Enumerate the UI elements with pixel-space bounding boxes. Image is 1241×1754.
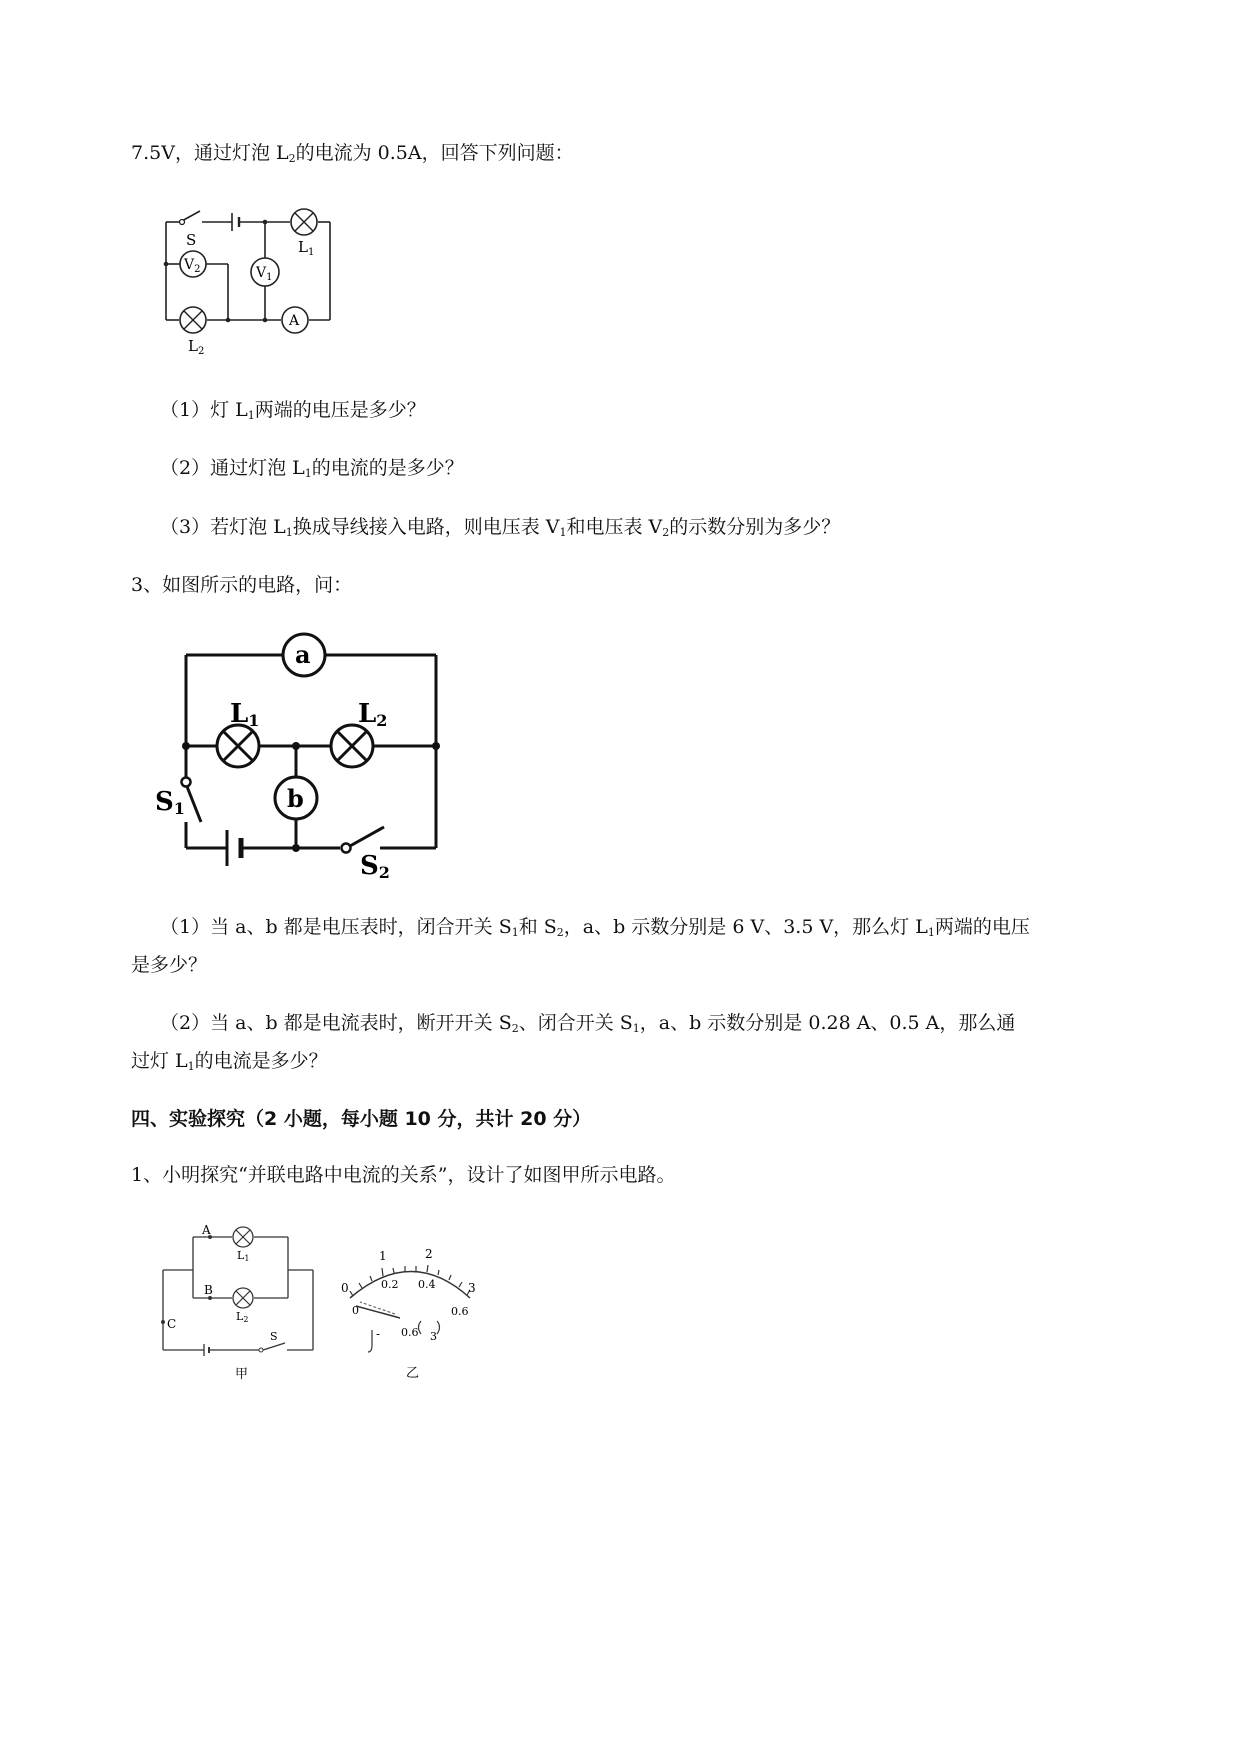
q3-part-2-line-1: （2）当 a、b 都是电流表时，断开开关 $S_2$、闭合开关 $S_1$，a、b 示数分别是 0.28 A、0.5 A，那么通: [160, 1012, 1016, 1035]
c2-s2-label: S2: [360, 851, 390, 882]
jia-point-c-label: C: [167, 1317, 177, 1331]
circuit-diagram-2: [150, 625, 450, 885]
section-4-heading: 四、实验探究（2 小题，每小题 10 分，共计 20 分）: [131, 1108, 592, 1130]
jia-l2-label: L2: [236, 1310, 249, 1324]
c2-meter-b-label: b: [287, 784, 304, 813]
c2-s1-label: S1: [155, 787, 185, 818]
jia-l1-label: L1: [237, 1249, 250, 1263]
circuit-diagram-1: [150, 200, 350, 360]
experiment-1-text: 1、小明探究“并联电路中电流的关系”，设计了如图甲所示电路。: [131, 1164, 676, 1186]
c1-l1-label: $L_1$: [298, 238, 315, 258]
figure-jia-circuit: [150, 1215, 330, 1385]
yi-top-scale-3: 3: [468, 1281, 476, 1295]
c2-l2-label: L2: [358, 699, 388, 730]
c1-v1-label: $V_1$: [256, 265, 273, 283]
figure-yi-ammeter: [335, 1238, 495, 1398]
yi-top-scale-1: 1: [379, 1249, 387, 1263]
q3-part-1-line-1: （1）当 a、b 都是电压表时，闭合开关 $S_1$和 $S_2$，a、b 示数分别是 6 V、3.5 V，那么灯 $L_1$两端的电压: [160, 916, 1030, 939]
c1-ammeter-label: A: [289, 313, 300, 329]
q2-part-1: （1）灯 $L_1$两端的电压是多少？: [160, 399, 426, 422]
yi-bottom-scale-06: 0.6: [451, 1305, 469, 1318]
yi-top-scale-2: 2: [425, 1247, 433, 1261]
yi-bottom-scale-02: 0.2: [381, 1278, 399, 1291]
q2-part-2: （2）通过灯泡 $L_1$的电流的是多少？: [160, 457, 464, 480]
q3-part-1-line-2: 是多少？: [131, 954, 208, 976]
c2-l1-label: L1: [230, 699, 260, 730]
yi-bottom-scale-04: 0.4: [418, 1278, 436, 1291]
c1-l2-label: $L_2$: [188, 337, 205, 357]
jia-point-a-label: A: [202, 1223, 211, 1237]
yi-caption: 乙: [406, 1366, 420, 1381]
q2-part-3: （3）若灯泡 $L_1$换成导线接入电路，则电压表 $V_1$和电压表 $V_2$的示数分别为多少？: [160, 516, 841, 539]
q3-part-2-line-2: 过灯 $L_1$的电流是多少？: [131, 1050, 328, 1073]
c1-switch-label: S: [186, 231, 197, 249]
yi-terminal-06: 0.6: [401, 1326, 419, 1339]
yi-terminal-3: 3: [430, 1330, 437, 1343]
jia-caption: 甲: [235, 1367, 249, 1382]
jia-switch-label: S: [270, 1330, 278, 1343]
yi-bottom-scale-0: 0: [352, 1304, 359, 1317]
yi-terminal-minus: -: [376, 1327, 381, 1341]
c1-v2-label: $V_2$: [184, 257, 201, 275]
yi-top-scale-0: 0: [341, 1281, 349, 1295]
c2-meter-a-label: a: [295, 640, 311, 669]
intro-line: 7.5V，通过灯泡 $L_2$的电流为 0.5A，回答下列问题：: [131, 142, 574, 165]
q3-title: 3、如图所示的电路，问：: [131, 574, 353, 596]
jia-point-b-label: B: [204, 1283, 213, 1297]
